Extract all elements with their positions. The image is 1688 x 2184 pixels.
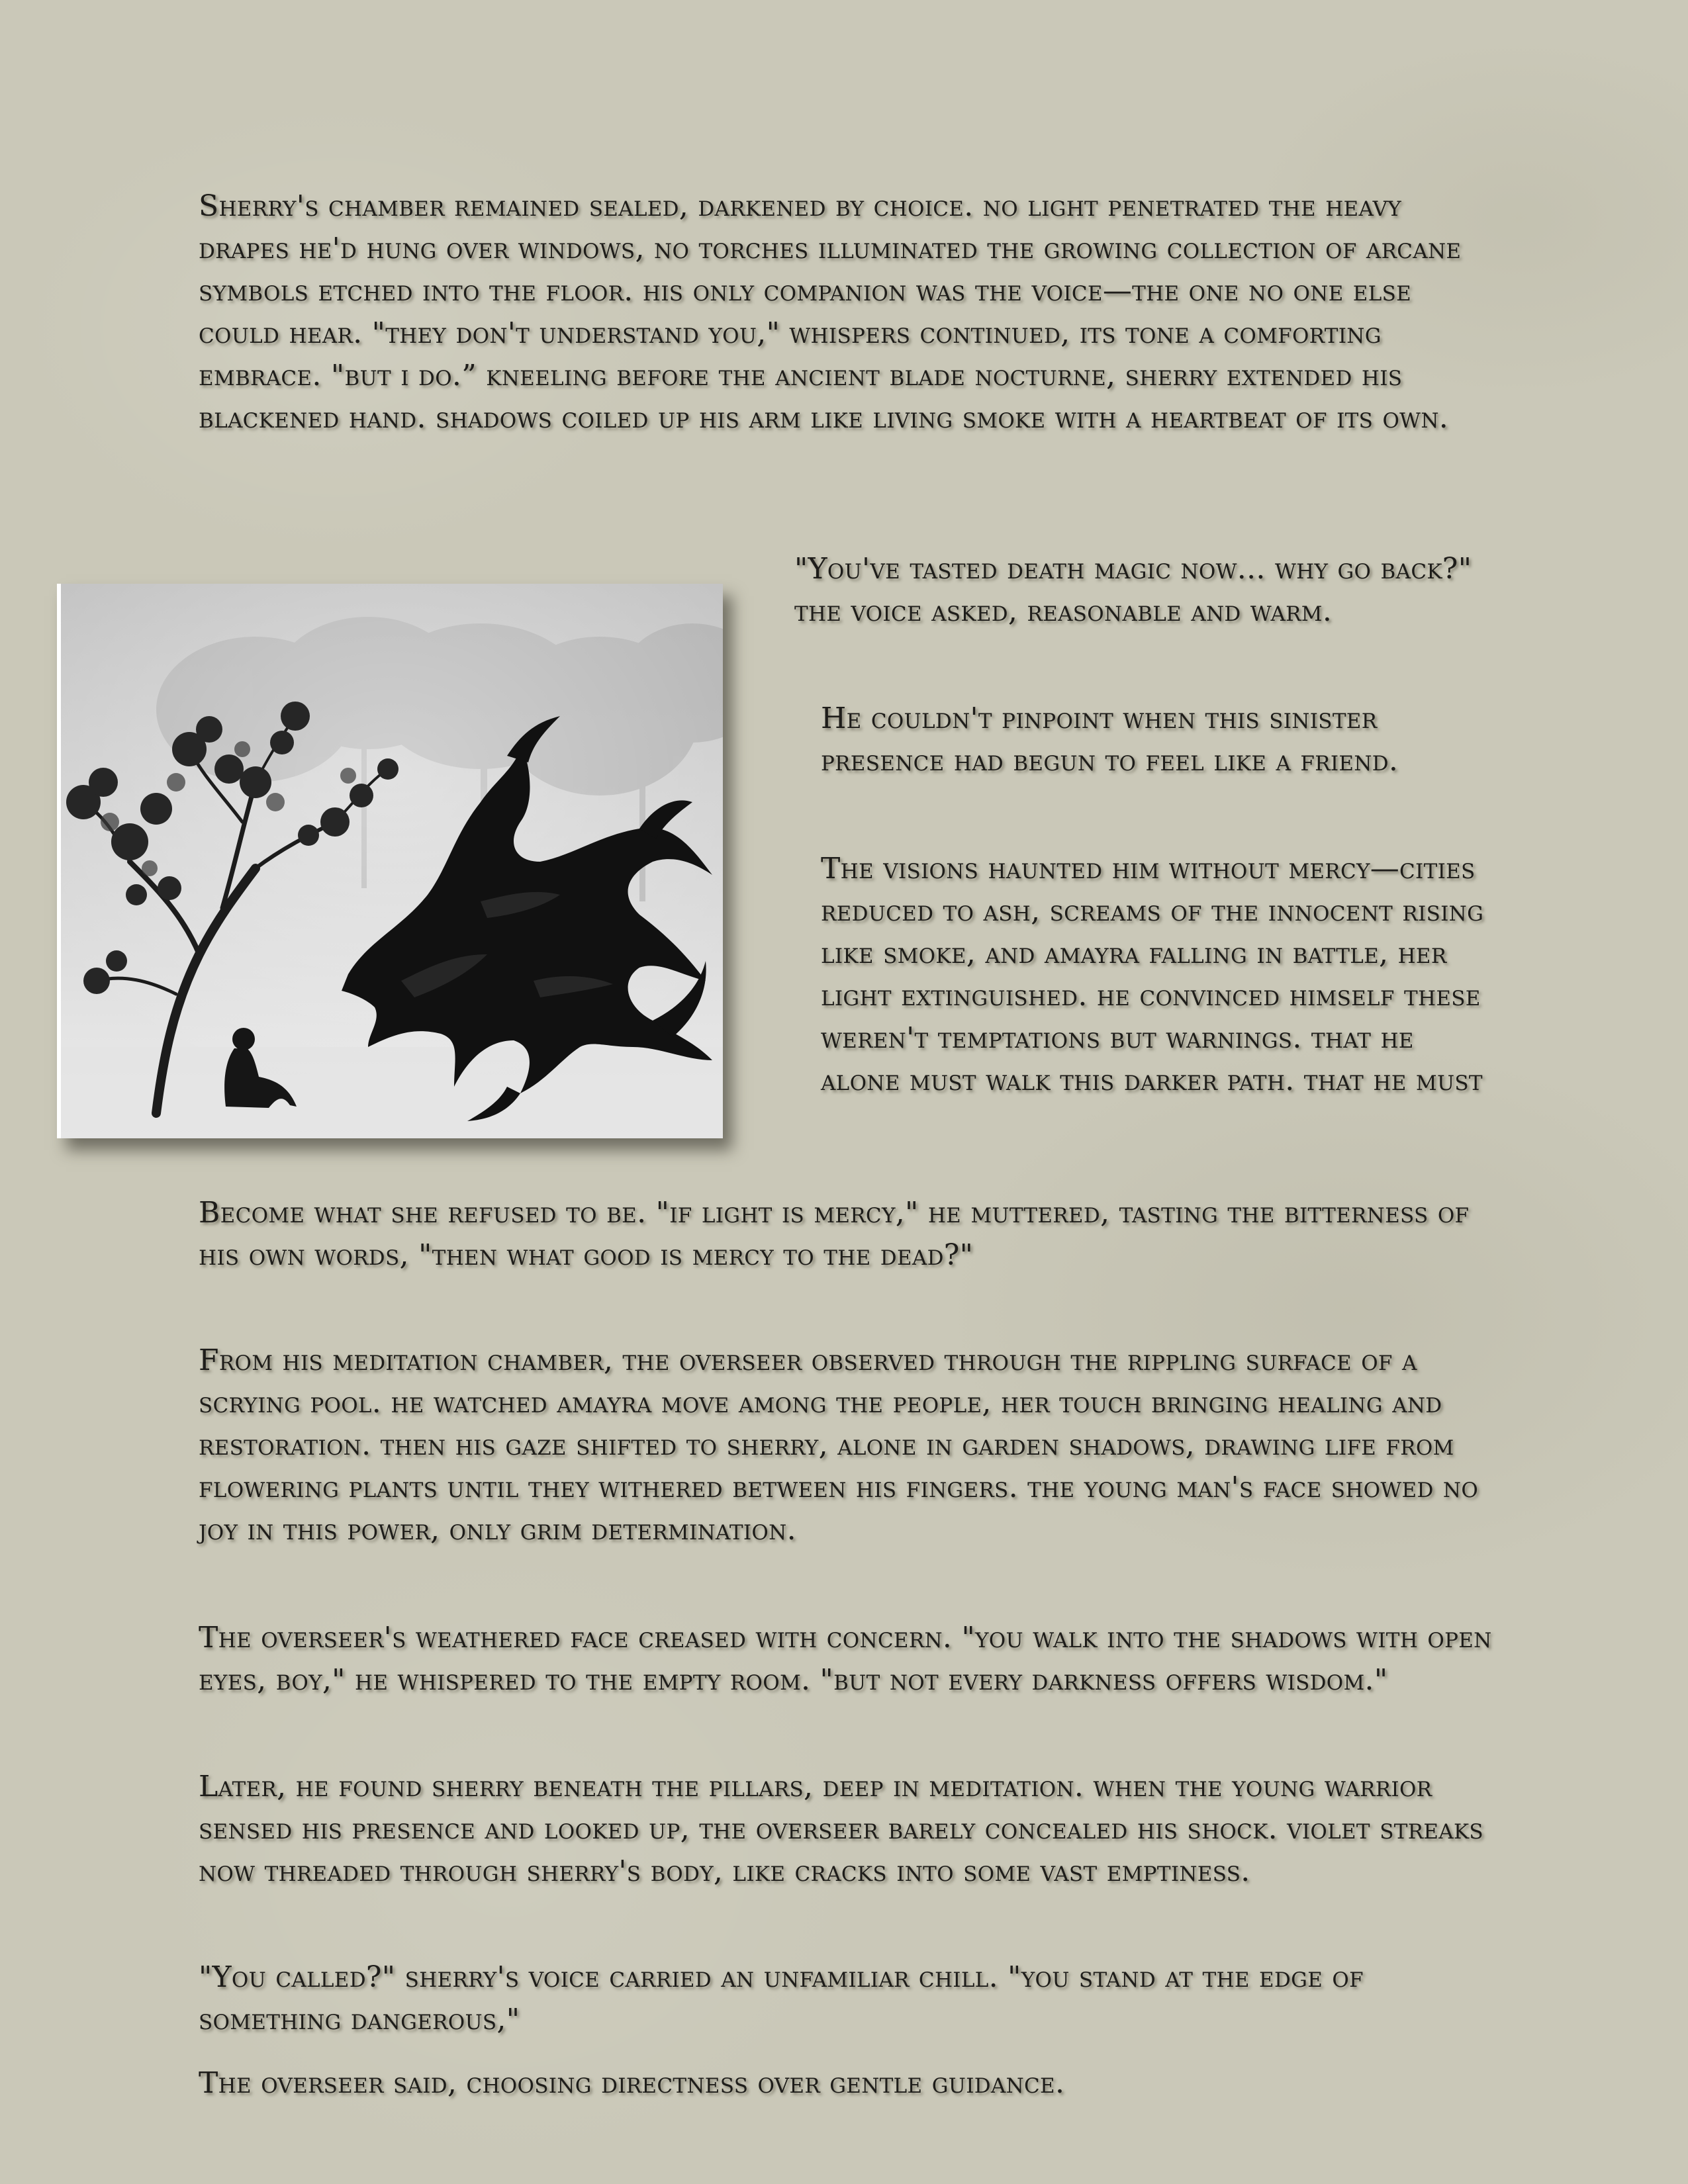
paragraph-visions-continued: Become what she refused to be. "if light is mercy," he muttered, tasting the bitterness of his own words, "then what good is mercy to the dead?" <box>199 1196 1470 1272</box>
paragraph-you-called: "You called?" sherry's voice carried an unfamiliar chill. "you stand at the edge of something dangerous," <box>199 1960 1364 2036</box>
shadow-creature-illustration <box>57 584 723 1138</box>
paragraph-opening: Sherry's chamber remained sealed, darkened by choice. no light penetrated the heavy drapes he'd hung over windows, no torches illuminated the growing collection of arcane symbols etched into the floor. his only companion was the voice—the one no one else could hear. "they don't understand you," whispers continued, its tone a comforting embrace. "but i do.” kneeling before the ancient blade nocturne, sherry extended his blackened hand. shadows coiled up his arm like living smoke with a heartbeat of its own. <box>199 189 1462 435</box>
paragraph-overseer-observes: From his meditation chamber, the overseer observed through the rippling surface of a scrying pool. he watched amayra move among the people, her touch bringing healing and restoration. then his gaze shifted to sherry, alone in garden shadows, drawing life from flowering plants until they withered between his fingers. the young man's face showed no joy in this power, only grim determination. <box>199 1343 1479 1547</box>
paragraph-voice-question: "You've tasted death magic now... why go back?" the voice asked, reasonable and warm. <box>794 552 1472 628</box>
paragraph-sinister-presence: He couldn't pinpoint when this sinister presence had begun to feel like a friend. <box>821 702 1399 778</box>
paragraph-overseer-concern: The overseer's weathered face creased with concern. "you walk into the shadows with open eyes, boy," he whispered to the empty room. "but not every darkness offers wisdom." <box>199 1621 1492 1697</box>
paragraph-pillars-meditation: Later, he found sherry beneath the pillars, deep in meditation. when the young warrior sensed his presence and looked up, the overseer barely concealed his shock. violet streaks now threaded through sherry's body, like cracks into some vast emptiness. <box>199 1770 1483 1888</box>
paragraph-overseer-said: The overseer said, choosing directness over gentle guidance. <box>199 2066 1065 2100</box>
paragraph-visions: The visions haunted him without mercy—cities reduced to ash, screams of the innocent rising like smoke, and amayra falling in battle, her light extinguished. he convinced himself these weren't temptations but warnings. that he alone must walk this darker path. that he must <box>821 852 1484 1097</box>
